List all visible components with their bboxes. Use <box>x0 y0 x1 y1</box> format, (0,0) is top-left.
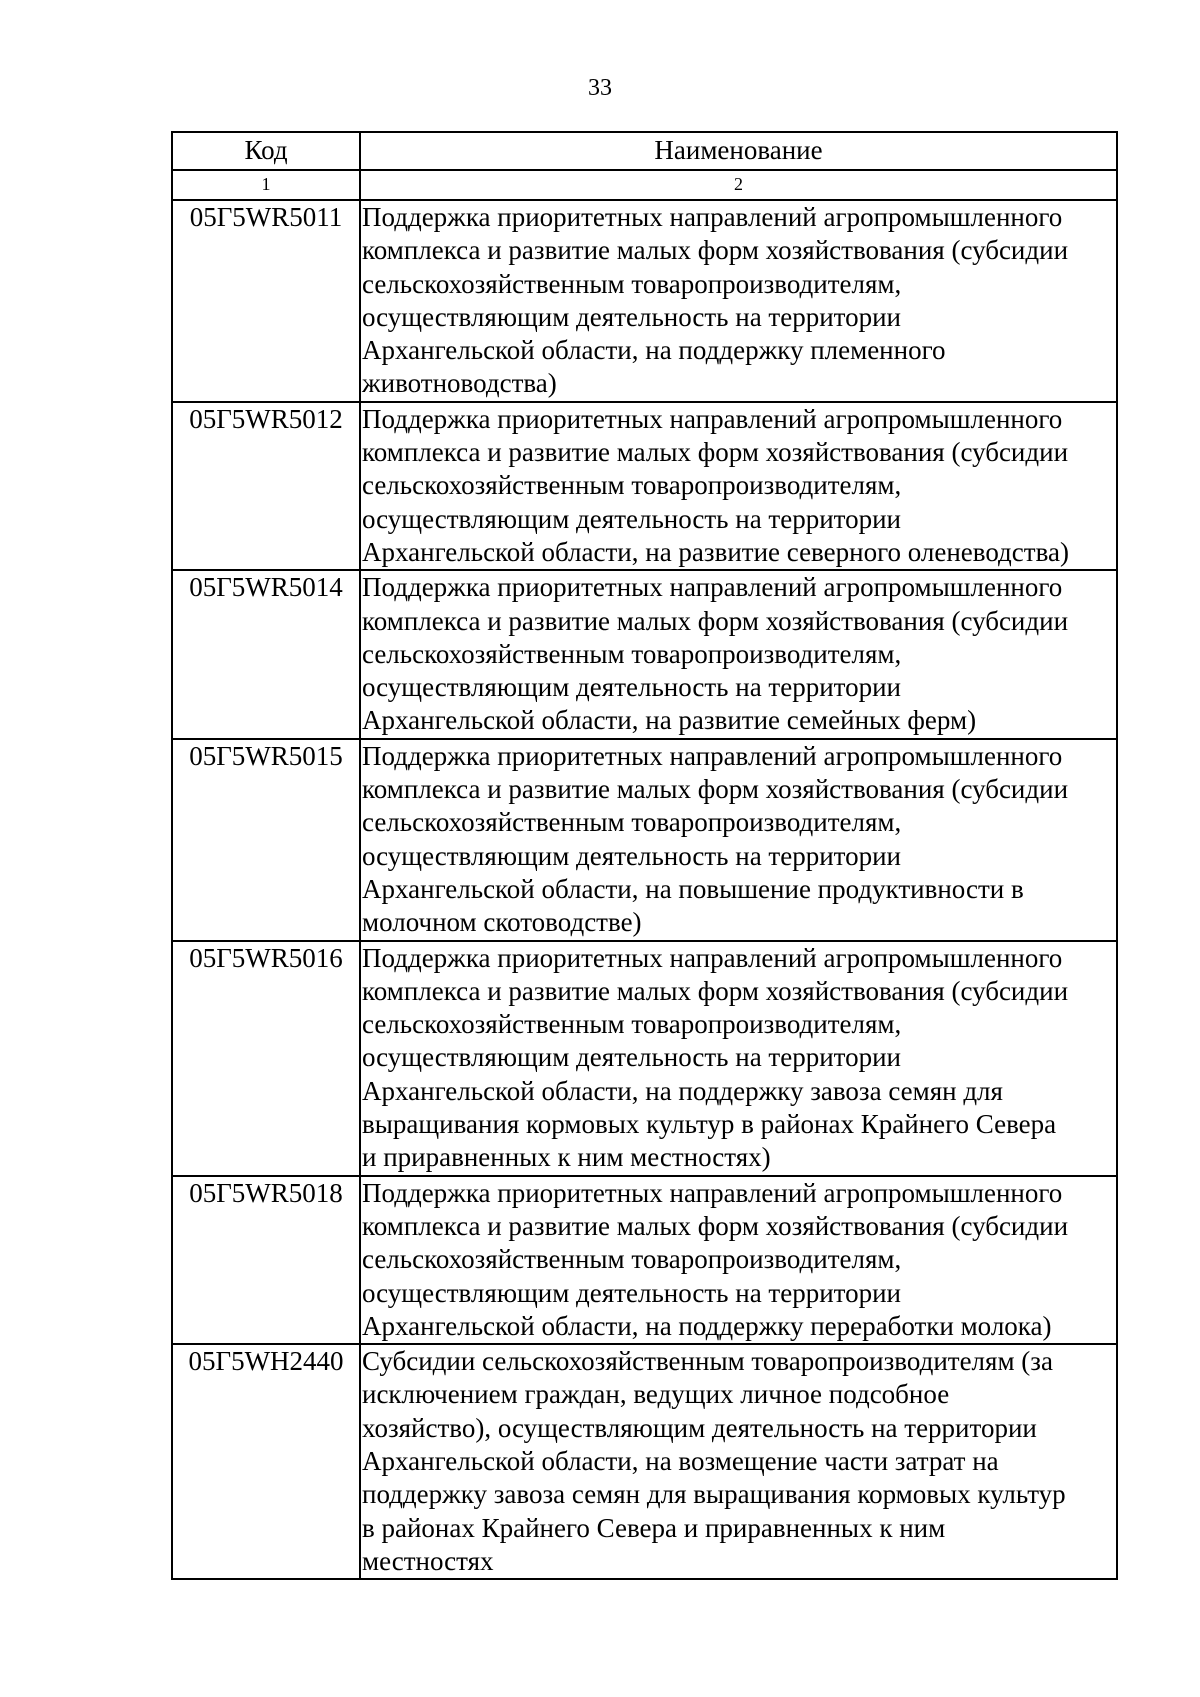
row-name-line: сельскохозяйственным товаропроизводителям, <box>362 1244 902 1275</box>
row-code: 05Г5WR5012 <box>172 402 360 570</box>
row-name <box>360 1344 1117 1579</box>
row-name <box>360 402 1117 570</box>
row-code: 05Г5WR5018 <box>172 1176 360 1344</box>
row-name-line: комплекса и развитие малых форм хозяйствования (субсидии <box>362 235 1069 266</box>
column-number-name: 2 <box>360 170 1117 200</box>
row-name-line: комплекса и развитие малых форм хозяйствования (субсидии <box>362 774 1069 805</box>
row-name-line: Архангельской области, на возмещение части затрат на <box>362 1445 999 1476</box>
row-name-line: выращивания кормовых культур в районах Крайнего Севера <box>362 1109 1057 1140</box>
row-code: 05Г5WR5011 <box>172 200 360 402</box>
row-name-line: Поддержка приоритетных направлений агропромышленного <box>362 572 1063 603</box>
table-row <box>172 941 1117 1176</box>
row-name <box>360 200 1117 402</box>
row-name-line: комплекса и развитие малых форм хозяйствования (субсидии <box>362 437 1069 468</box>
table-body <box>172 200 1117 1579</box>
row-name-line: Архангельской области, на развитие семейных ферм) <box>362 705 977 736</box>
row-name <box>360 941 1117 1176</box>
row-name-line: Архангельской области, на поддержку племенного <box>362 335 946 366</box>
row-name <box>360 570 1117 738</box>
row-code: 05Г5WH2440 <box>172 1344 360 1579</box>
row-name-line: хозяйство), осуществляющим деятельность на территории <box>362 1412 1037 1443</box>
row-name-line: Архангельской области, на развитие северного оленеводства) <box>362 536 1069 567</box>
row-name-line: осуществляющим деятельность на территории <box>362 503 901 534</box>
table-header-row <box>172 132 1117 170</box>
row-name-line: сельскохозяйственным товаропроизводителям, <box>362 638 902 669</box>
row-name-line: поддержку завоза семян для выращивания кормовых культур <box>362 1479 1066 1510</box>
row-name-line: сельскохозяйственным товаропроизводителям, <box>362 1009 902 1040</box>
row-name-line: осуществляющим деятельность на территории <box>362 1277 901 1308</box>
table-row <box>172 200 1117 402</box>
header-name: Наименование <box>360 132 1117 170</box>
table-row <box>172 402 1117 570</box>
table-row <box>172 1176 1117 1344</box>
column-number-row <box>172 170 1117 200</box>
row-code: 05Г5WR5014 <box>172 570 360 738</box>
codes-table <box>171 131 1118 1580</box>
row-name-line: исключением граждан, ведущих личное подсобное <box>362 1379 950 1410</box>
row-name-line: животноводства) <box>362 368 557 399</box>
row-name-line: осуществляющим деятельность на территории <box>362 1042 901 1073</box>
row-name-line: сельскохозяйственным товаропроизводителям, <box>362 470 902 501</box>
column-number-code: 1 <box>172 170 360 200</box>
page-number: 33 <box>588 75 612 101</box>
row-name-line: комплекса и развитие малых форм хозяйствования (субсидии <box>362 605 1069 636</box>
table-row <box>172 570 1117 738</box>
row-name-line: Поддержка приоритетных направлений агропромышленного <box>362 1177 1063 1208</box>
row-name-line: Поддержка приоритетных направлений агропромышленного <box>362 403 1063 434</box>
row-name-line: Субсидии сельскохозяйственным товаропроизводителям (за <box>362 1346 1053 1377</box>
row-name-line: сельскохозяйственным товаропроизводителям, <box>362 268 902 299</box>
row-name-line: и приравненных к ним местностях) <box>362 1142 771 1173</box>
row-name-line: сельскохозяйственным товаропроизводителям, <box>362 807 902 838</box>
row-name-line: в районах Крайнего Севера и приравненных к ним <box>362 1512 946 1543</box>
row-name <box>360 739 1117 941</box>
row-name-line: Поддержка приоритетных направлений агропромышленного <box>362 942 1063 973</box>
row-name-line: Архангельской области, на поддержку переработки молока) <box>362 1310 1052 1341</box>
row-name-line: Архангельской области, на поддержку завоза семян для <box>362 1075 1003 1106</box>
row-name-line: осуществляющим деятельность на территории <box>362 672 901 703</box>
row-name-line: молочном скотоводстве) <box>362 907 642 938</box>
table-row <box>172 1344 1117 1579</box>
table-row <box>172 739 1117 941</box>
row-name-line: комплекса и развитие малых форм хозяйствования (субсидии <box>362 975 1069 1006</box>
row-code: 05Г5WR5016 <box>172 941 360 1176</box>
row-name-line: местностях <box>362 1545 494 1576</box>
row-name <box>360 1176 1117 1344</box>
row-code: 05Г5WR5015 <box>172 739 360 941</box>
row-name-line: Архангельской области, на повышение продуктивности в <box>362 873 1024 904</box>
row-name-line: осуществляющим деятельность на территории <box>362 301 901 332</box>
header-code: Код <box>172 132 360 170</box>
row-name-line: осуществляющим деятельность на территории <box>362 840 901 871</box>
row-name-line: комплекса и развитие малых форм хозяйствования (субсидии <box>362 1210 1069 1241</box>
row-name-line: Поддержка приоритетных направлений агропромышленного <box>362 202 1063 232</box>
row-name-line: Поддержка приоритетных направлений агропромышленного <box>362 740 1063 771</box>
